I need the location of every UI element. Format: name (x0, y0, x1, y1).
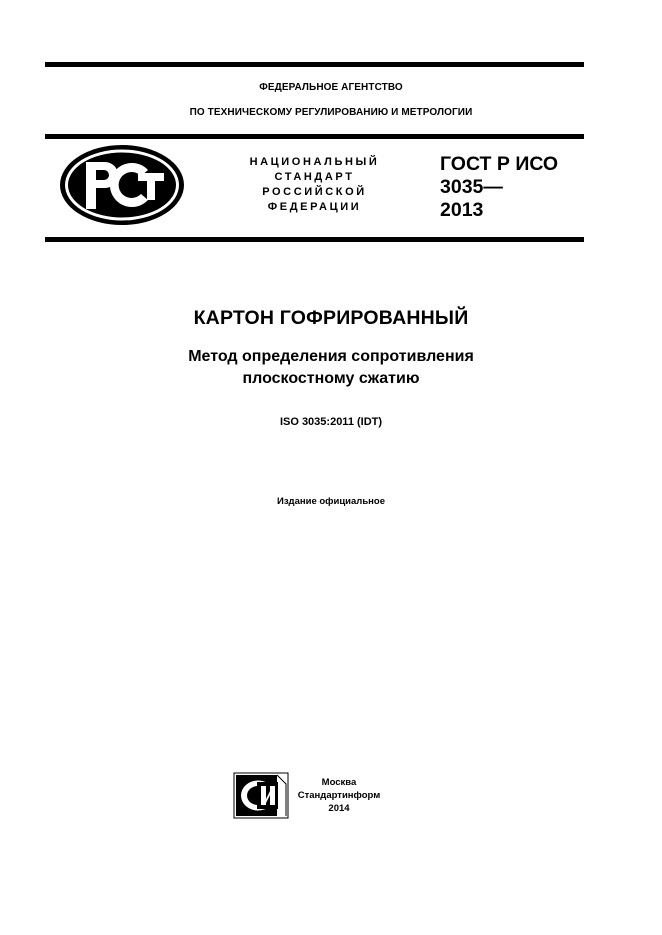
national-standard-line: СТАНДАРТ (274, 171, 355, 183)
agency-line-2: ПО ТЕХНИЧЕСКОМУ РЕГУЛИРОВАНИЮ И МЕТРОЛОГИИ (189, 107, 473, 118)
document-title: КАРТОН ГОФРИРОВАННЫЙ (193, 307, 469, 329)
publisher-info (290, 776, 388, 815)
publisher-city: Москва (321, 777, 357, 788)
standartinform-logo-icon (233, 772, 289, 819)
designation-line: 3035— (440, 176, 503, 198)
document-subtitle (0, 346, 662, 390)
national-standard-line: ФЕДЕРАЦИИ (267, 201, 362, 213)
edition-label: Издание официальное (277, 496, 385, 507)
top-rule (45, 62, 584, 67)
national-standard-label (232, 155, 397, 215)
national-standard-line: НАЦИОНАЛЬНЫЙ (249, 156, 380, 168)
designation-line: ГОСТ Р ИСО (440, 153, 559, 175)
standard-designation (440, 153, 590, 222)
iso-reference: ISO 3035:2011 (IDT) (279, 416, 383, 428)
publication-year: 2014 (328, 803, 350, 814)
rst-certification-mark-icon (58, 143, 186, 227)
publisher-name: Стандартинформ (297, 790, 381, 801)
header-rule (45, 134, 584, 139)
national-standard-line: РОССИЙСКОЙ (262, 186, 367, 198)
designation-line: 2013 (440, 199, 484, 221)
subtitle-line: плоскостному сжатию (242, 370, 420, 387)
header-bottom-rule (45, 237, 584, 242)
subtitle-line: Метод определения сопротивления (188, 348, 474, 365)
agency-line-1: ФЕДЕРАЛЬНОЕ АГЕНТСТВО (259, 82, 403, 93)
